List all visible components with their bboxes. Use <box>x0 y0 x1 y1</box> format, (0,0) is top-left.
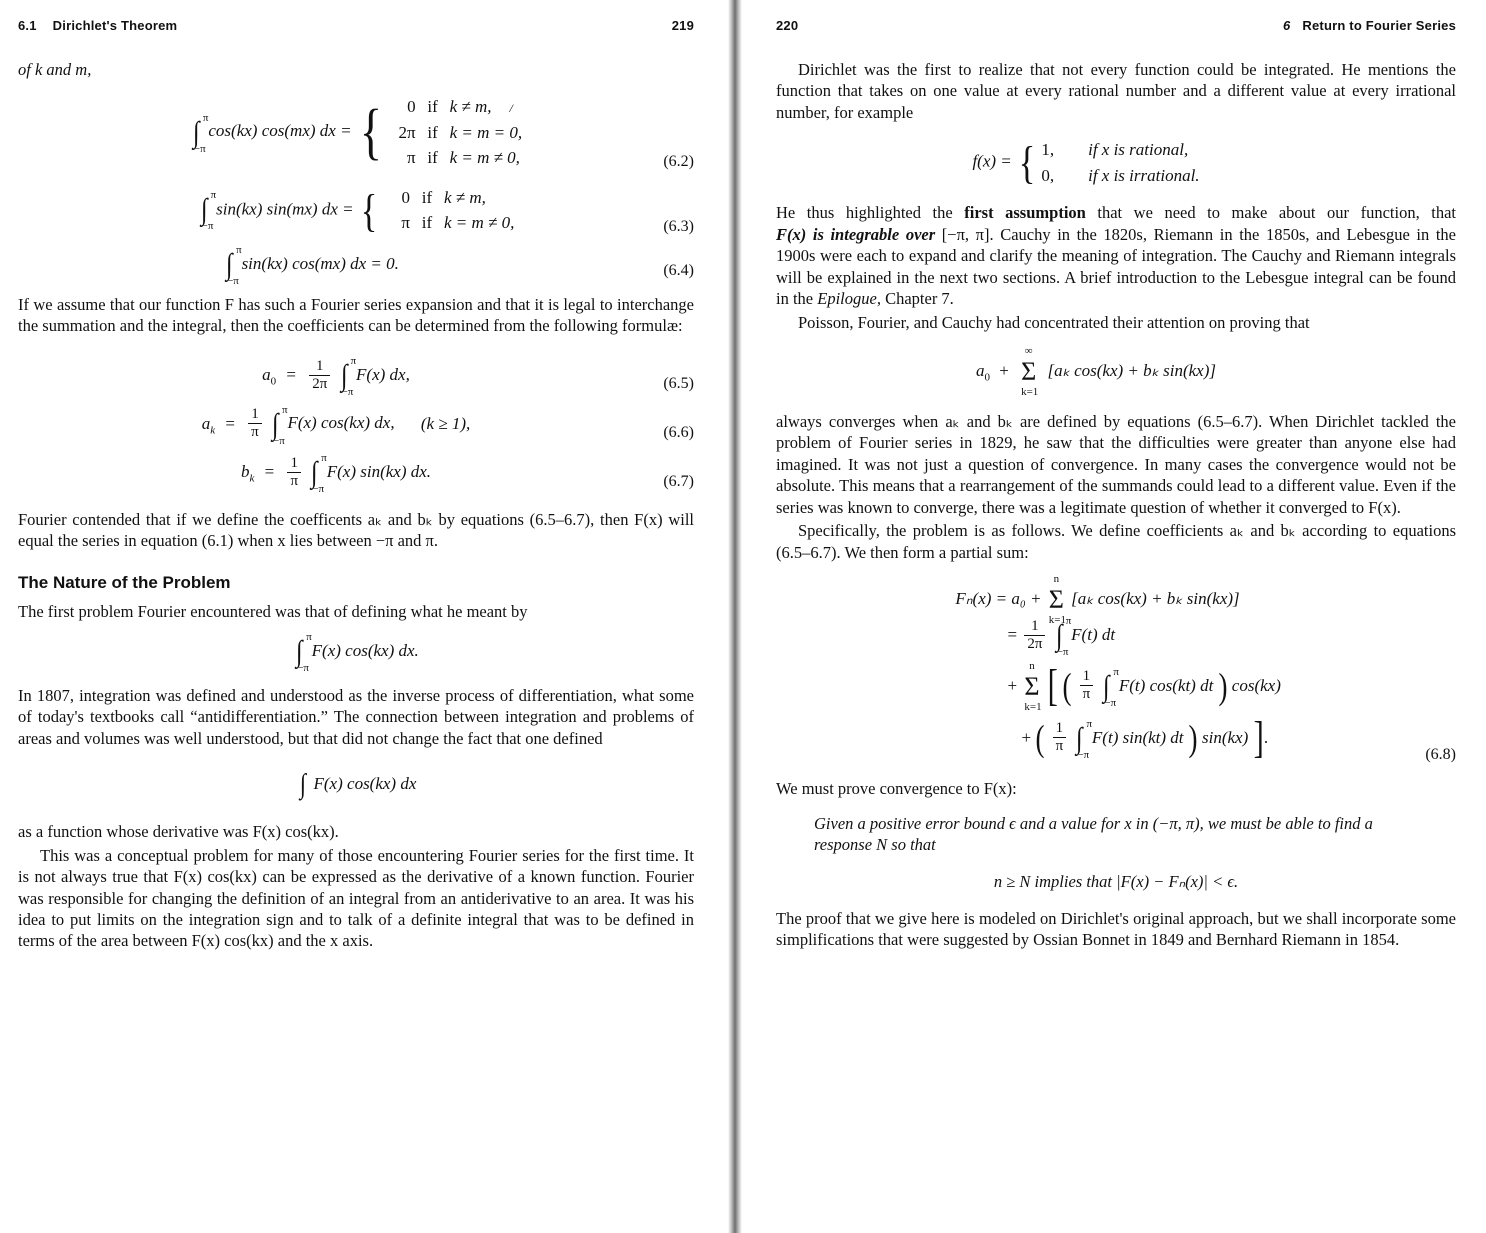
theorem-quote: Given a positive error bound ϵ and a value for x in (−π, π), we must be able to find a response N so that <box>814 814 1373 855</box>
summation-sign: ∞ Σ k=1 <box>1021 344 1039 398</box>
eq68-line-4: + ( $\frac{1}{\pi}$ π ∫ −π F(t) sin(kt) dt ) sin(kx) ]. <box>1021 713 1269 762</box>
integral-sign: π ∫ −π <box>296 630 312 674</box>
eq62-cases: { 0 if k ≠ m, / 2π if k = m = 0, π if k = m ≠ 0, <box>359 97 523 168</box>
equation-number-6-5: (6.5) <box>663 375 694 393</box>
equation-6-6: $a_k$ = $\frac{1}{\pi}$ π ∫ −π F(x) cos(kx) dx, (k ≥ 1), (6.6) <box>201 403 694 447</box>
fraction: $\frac{1}{2\pi}$ <box>1024 618 1045 653</box>
eq68-line-3: + n Σ k=1 [ ( $\frac{1}{\pi}$ π ∫ −π F(t) cos(kt) dt ) cos(kx) <box>1007 659 1281 713</box>
integral-sign: π ∫ −π <box>311 452 327 496</box>
equation-6-3 <box>18 185 694 236</box>
left-paragraph-4: In 1807, integration was defined and understood as the inverse process of differentiation, what some of today's textbooks call “antidifferentiation.” The connection between integration and problems of areas and volumes was well understood, but that did not change the fact that one defined <box>18 685 694 748</box>
right-page <box>742 0 1486 1233</box>
eq67-body: F(x) sin(kx) dx. <box>326 462 432 482</box>
book-gutter <box>728 0 742 1233</box>
right-paragraph-6: We must prove convergence to F(x): <box>776 778 1017 798</box>
integral-sign: π ∫ −π <box>1076 717 1093 761</box>
eq67-lhs: $b_k$ <box>240 462 255 485</box>
equation-number-6-8: (6.8) <box>1425 745 1456 763</box>
eq63-integrand: sin(kx) sin(mx) dx = <box>216 199 354 219</box>
equation-number-6-3: (6.3) <box>663 217 694 235</box>
right-paragraph-5: Specifically, the problem is as follows. We define coefficients aₖ and bₖ according to equations (6.5–6.7). We then form a partial sum: <box>776 521 1456 562</box>
left-intro-line <box>18 59 694 80</box>
integrable-range: [−π, π]. <box>941 224 994 244</box>
left-paragraph-2: Fourier contended that if we define the coefficents aₖ and bₖ by equations (6.5–6.7), then F(x) will equal the series in equation (6.1) when x lies between −π and π. <box>18 509 694 551</box>
equation-number-6-6: (6.6) <box>663 424 694 441</box>
left-paragraph-1: If we assume that our function F has such a Fourier series expansion and that it is legal to interchange the summation and the integral, then the coefficients can be determined from the following formulæ: <box>18 294 694 336</box>
eq66-body: F(x) cos(kx) dx, <box>287 413 395 433</box>
right-paragraph-2: He thus highlighted the first assumption that we need to make about our function, that F(x) is integrable over [−π, π]. Cauchy in the 1820s, Riemann in the 1850s, and Lebesgue in the 1900s were each to expand and clarify the meaning of integration. The Cauchy and Riemann integrals will be explained in the next two sections. A brief introduction to the Lebesgue integral can be found in the Epilogue, Chapter 7. <box>776 203 1456 309</box>
fraction: $\frac{1}{2\pi}$ <box>309 358 330 393</box>
integrable-over-bold: F(x) is integrable over <box>776 224 936 244</box>
left-head-title: Dirichlet's Theorem <box>52 18 178 33</box>
equation-6-4 <box>18 243 694 287</box>
integral-sign: π ∫ −π <box>271 403 288 447</box>
equation-number-6-2: (6.2) <box>663 152 694 170</box>
display-indef-body: F(x) cos(kx) dx <box>313 774 417 794</box>
first-assumption-bold: first assumption <box>964 203 1086 223</box>
right-head-chapter-number: 6 <box>1282 18 1291 33</box>
right-head-title: Return to Fourier Series <box>1302 18 1456 33</box>
integral-sign: π ∫ −π <box>225 243 242 287</box>
integral-sign: π ∫ −π <box>340 355 357 399</box>
fraction: $\frac{1}{\pi}$ <box>1053 720 1067 755</box>
equation-6-5: $a_0$ = $\frac{1}{2\pi}$ π ∫ −π F(x) dx, (6.5) <box>262 355 694 399</box>
left-head-section: 6.1 <box>18 18 37 33</box>
equation-6-7: $b_k$ = $\frac{1}{\pi}$ π ∫ −π F(x) sin(kx) dx. (6.7) <box>240 452 694 496</box>
fraction: $\frac{1}{\pi}$ <box>1080 668 1094 703</box>
integral-sign-plain: ∫ <box>299 769 306 801</box>
fx-lhs: f(x) = <box>972 151 1012 171</box>
eq62-integrand: cos(kx) cos(mx) dx = <box>208 121 352 141</box>
eq65-body: F(x) dx, <box>356 365 410 385</box>
eq65-lhs: $a_0$ <box>262 365 277 388</box>
right-paragraph-1: Dirichlet was the first to realize that not every function could be integrated. He mentions the function that takes on one value at every rational number and a different value at every irrational number, for example <box>776 60 1456 122</box>
left-paragraph-5: as a function whose derivative was F(x) cos(kx). <box>18 822 339 842</box>
fraction: $\frac{1}{\pi}$ <box>248 406 262 441</box>
right-paragraph-7: The proof that we give here is modeled on Dirichlet's original approach, but we shall incorporate some simplifications that were suggested by Ossian Bonnet in 1849 and Bernhard Riemann in 1854. <box>776 908 1456 950</box>
eq68-line-2: = $\frac{1}{2\pi}$ π ∫ −π F(t) dt <box>1007 615 1116 659</box>
convergence-condition: n ≥ N implies that |F(x) − Fₙ(x)| < ϵ. <box>993 871 1239 891</box>
eq64-body: sin(kx) cos(mx) dx = 0. <box>241 253 399 273</box>
eq68-line-1: Fₙ(x) = a₀ + n Σ k=1 [aₖ cos(kx) + bₖ sin(kx)] <box>955 573 1240 626</box>
fx-cases-brace: { 1, if x is rational, 0, if x is irrational. <box>1018 136 1200 188</box>
left-paragraph-6: This was a conceptual problem for many of those encountering Fourier series for the first time. It is not always true that F(x) cos(kx) can be expressed as the derivative of a known function. Fourier was responsible for changing the definition of an integral from an antiderivative to an area. It was his idea to put limits on the integration sign and to talk of a definite integral that was to be defined in terms of the area between F(x) cos(kx) and the x axis. <box>18 845 694 951</box>
left-paragraph-3: The first problem Fourier encountered was that of defining what he meant by <box>18 602 528 622</box>
display-cos-body: F(x) cos(kx) dx. <box>311 640 419 660</box>
equation-number-6-4: (6.4) <box>663 261 694 279</box>
equation-6-2 <box>18 94 694 171</box>
series-body: [aₖ cos(kx) + bₖ sin(kx)] <box>1047 360 1216 380</box>
equation-number-6-7: (6.7) <box>663 472 694 490</box>
equation-6-8 <box>776 573 1456 764</box>
fraction: $\frac{1}{\pi}$ <box>287 455 301 490</box>
right-running-head <box>776 18 1456 33</box>
summation-sign: n Σ k=1 <box>1048 573 1066 626</box>
epilogue-italic: Epilogue <box>817 289 877 309</box>
eq66-condition: (k ≥ 1), <box>420 413 471 433</box>
equation-fourier-series: $a_0$ + ∞ Σ k=1 [aₖ cos(kx) + bₖ sin(kx)] <box>976 344 1216 398</box>
right-paragraph-3: Poisson, Fourier, and Cauchy had concentrated their attention on proving that <box>798 312 1310 332</box>
left-page-number: 219 <box>671 18 694 33</box>
eq63-cases: { 0 if k ≠ m, π if k = m ≠ 0, <box>360 184 515 236</box>
display-equation-indefinite <box>18 769 694 801</box>
section-subheading: The Nature of the Problem <box>18 573 231 593</box>
left-running-head <box>18 18 694 33</box>
integral-sign: π ∫ −π <box>192 111 209 155</box>
integral-sign: π ∫ −π <box>1103 665 1119 709</box>
integral-sign: π ∫ −π <box>200 189 217 233</box>
right-paragraph-4: always converges when aₖ and bₖ are defined by equations (6.5–6.7). When Dirichlet tackled the problem of Fourier series in 1829, he saw that the difficulties were greater than anyone else had imagined. It was not just a question of convergence. In many cases the convergence would not be absolute. This means that a rearrangement of the summands could lead to a different value. Even if the series was known to converge, there was a legitimate question of whether it converged to F(x). <box>776 411 1456 517</box>
equation-fx-cases <box>776 137 1456 188</box>
display-equation-cos <box>18 630 694 674</box>
intro-math: of k and m, <box>18 60 92 79</box>
right-page-number: 220 <box>776 18 799 33</box>
eq66-lhs: $a_k$ <box>201 413 216 436</box>
left-page <box>0 0 728 1233</box>
integral-sign: π ∫ −π <box>1055 615 1072 659</box>
summation-sign: n Σ k=1 <box>1024 659 1042 713</box>
